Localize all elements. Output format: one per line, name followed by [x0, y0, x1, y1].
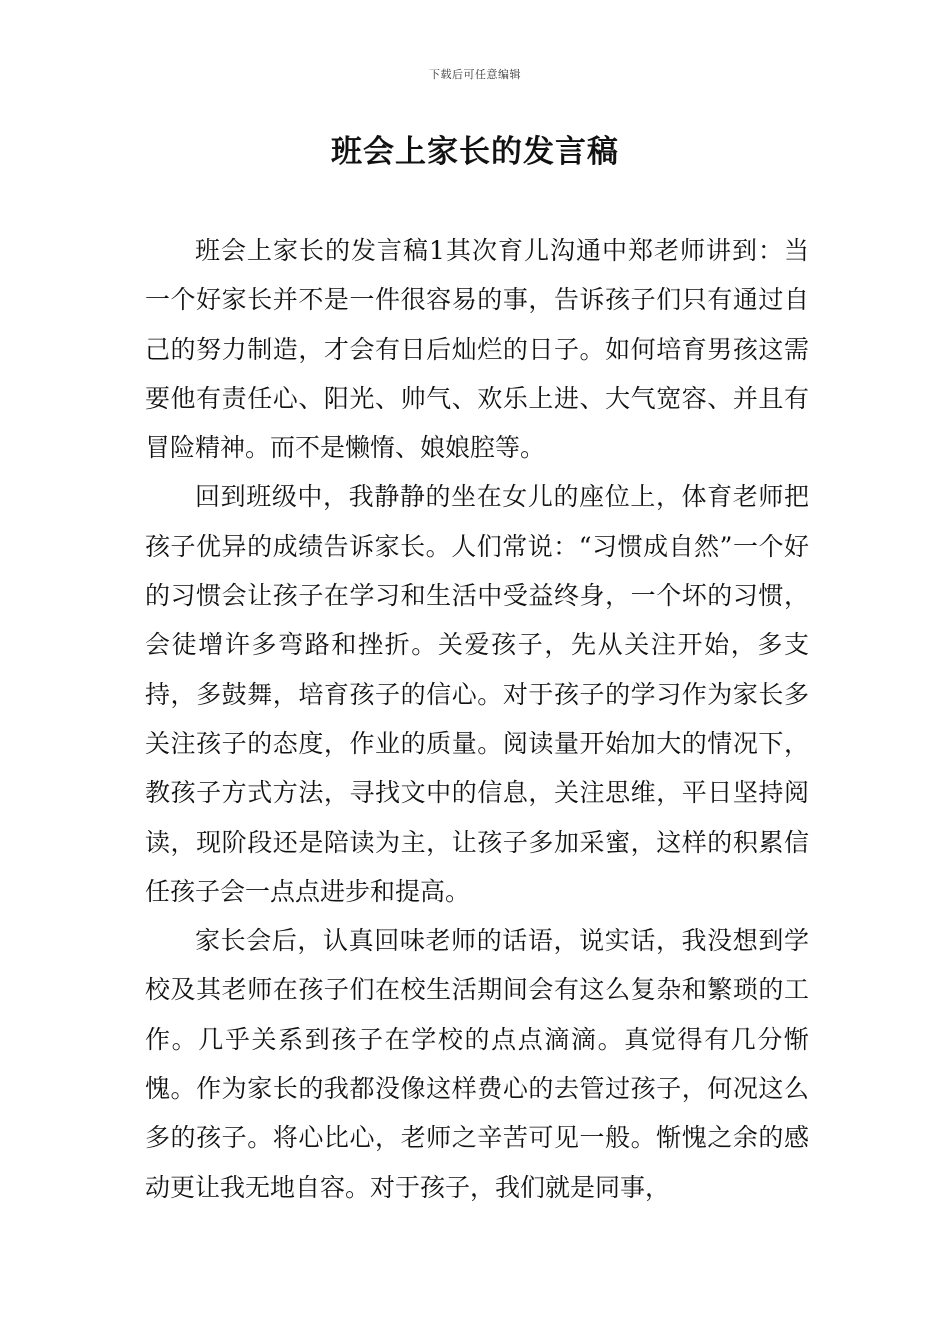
document-title: 班会上家长的发言稿: [331, 134, 619, 170]
paragraph-1: 班会上家长的发言稿1其次育儿沟通中郑老师讲到：当一个好家长并不是一件很容易的事，告诉孩子们只有通过自己的努力制造，才会有日后灿烂的日子。如何培育男孩这需要他有责任心、阳光、帅气、欢乐上进、大气宽容、并且有冒险精神。而不是懒惰、娘娘腔等。: [145, 236, 809, 463]
paragraph-3: 家长会后，认真回味老师的话语，说实话，我没想到学校及其老师在孩子们在校生活期间会有这么复杂和繁琐的工作。几乎关系到孩子在学校的点点滴滴。真觉得有几分惭愧。作为家长的我都没像这样费心的去管过孩子，何况这么多的孩子。将心比心，老师之辛苦可见一般。惭愧之余的感动更让我无地自容。对于孩子，我们就是同事，: [145, 926, 809, 1202]
document-body: [145, 226, 809, 1212]
header-note: 下载后可任意编辑: [429, 68, 521, 81]
paragraph-2: 回到班级中，我静静的坐在女儿的座位上，体育老师把孩子优异的成绩告诉家长。人们常说：“习惯成自然”一个好的习惯会让孩子在学习和生活中受益终身，一个坏的习惯，会徒增许多弯路和挫折。关爱孩子，先从关注开始，多支持，多鼓舞，培育孩子的信心。对于孩子的学习作为家长多关注孩子的态度，作业的质量。阅读量开始加大的情况下，教孩子方式方法，寻找文中的信息，关注思维，平日坚持阅读，现阶段还是陪读为主，让孩子多加采蜜，这样的积累信任孩子会一点点进步和提高。: [145, 482, 809, 906]
